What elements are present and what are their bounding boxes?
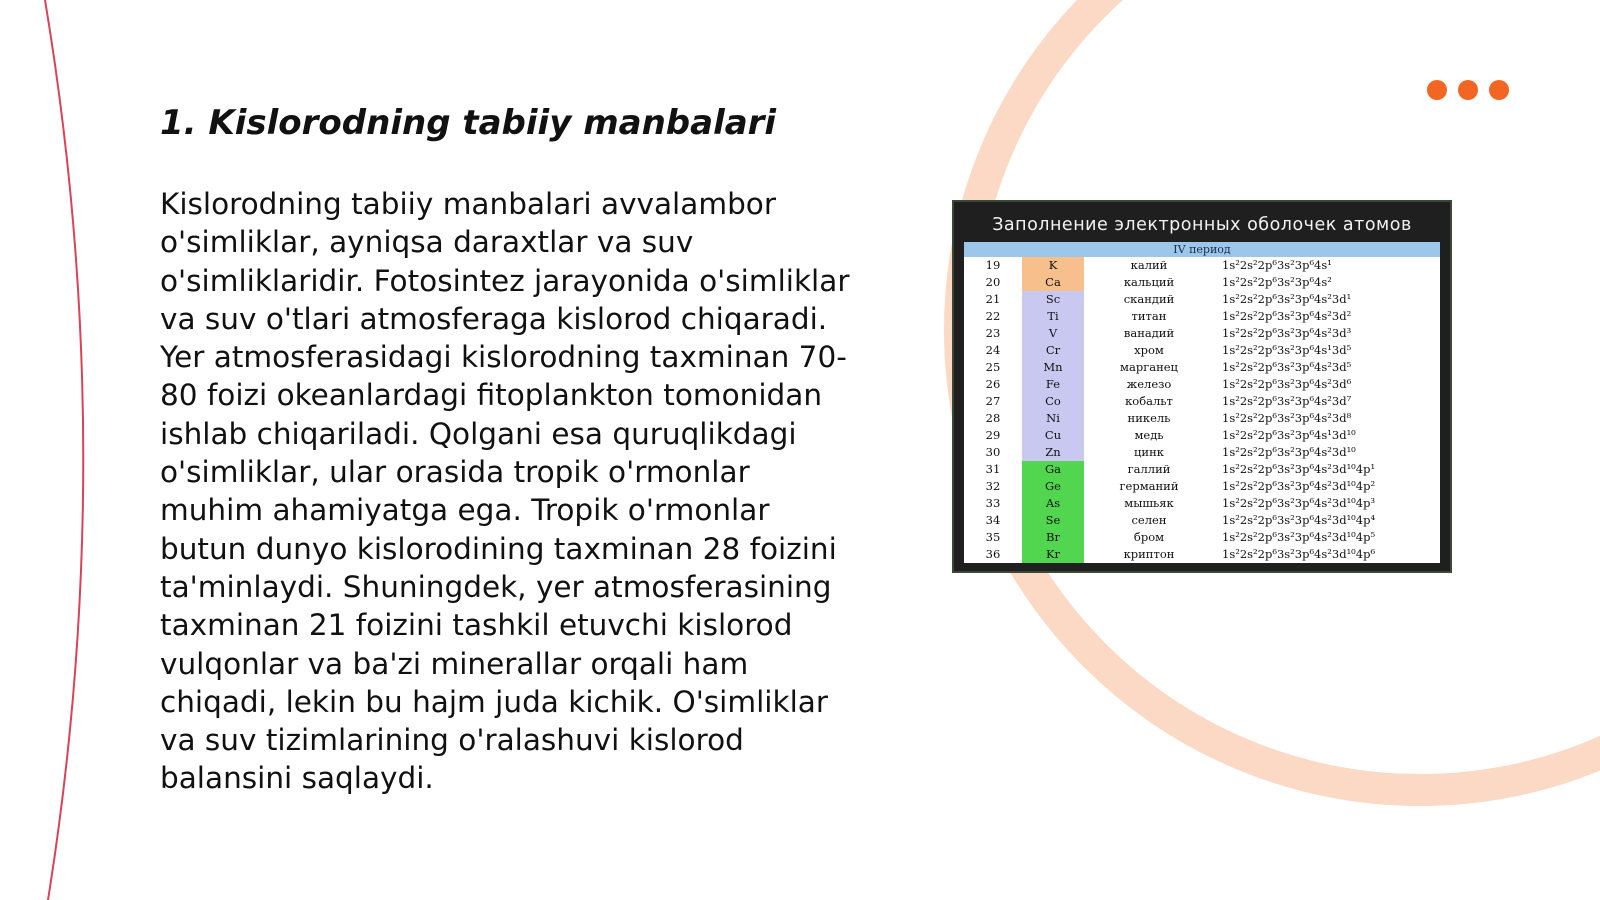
electron-configuration: 1s²2s²2p⁶3s²3p⁶4s²3d¹⁰4p² (1222, 479, 1376, 493)
element-symbol: Se (1022, 512, 1084, 529)
electron-configuration: 1s²2s²2p⁶3s²3p⁶4s²3d⁶ (1222, 377, 1352, 391)
electron-configuration: 1s²2s²2p⁶3s²3p⁶4s²3d¹⁰ (1222, 445, 1356, 459)
dot-2 (1458, 80, 1478, 100)
element-name: медь (1134, 428, 1164, 442)
element-name: кобальт (1125, 394, 1173, 408)
table-period-header: IV период (964, 242, 1440, 257)
dot-1 (1427, 80, 1447, 100)
table-row (964, 427, 1440, 444)
electron-configuration: 1s²2s²2p⁶3s²3p⁶4s¹3d⁵ (1222, 343, 1352, 357)
element-name: скандий (1123, 292, 1175, 306)
electron-configuration: 1s²2s²2p⁶3s²3p⁶4s²3d¹ (1222, 292, 1352, 306)
element-number: 34 (985, 513, 1001, 527)
dot-3 (1489, 80, 1509, 100)
table-inner (964, 208, 1440, 567)
element-name: хром (1134, 343, 1164, 357)
table-row (964, 461, 1440, 478)
electron-configuration: 1s²2s²2p⁶3s²3p⁶4s¹3d¹⁰ (1222, 428, 1356, 442)
table-row (964, 478, 1440, 495)
electron-configuration: 1s²2s²2p⁶3s²3p⁶4s²3d³ (1222, 326, 1352, 340)
element-symbol: Zn (1022, 444, 1084, 461)
element-symbol: As (1022, 495, 1084, 512)
element-name: германий (1119, 479, 1179, 493)
element-number: 21 (985, 292, 1001, 306)
slide-body-text: Kislorodning tabiiy manbalari avvalambor o'simliklar, ayniqsa daraxtlar va suv o'simliklaridir. Fotosintez jarayonida o'simliklar va suv o'tlari atmosferaga kislorod chiqaradi. Yer atmosferasidagi kislorodning taxminan 70-80 foizi okeanlardagi fitoplankton tomonidan ishlab chiqariladi. Qolgani esa quruqlikdagi o'simliklar, ular orasida tropik o'rmonlar muhim ahamiyatga ega. Tropik o'rmonlar butun dunyo kislorodining taxminan 28 foizini ta'minlaydi. Shuningdek, yer atmosferasining taxminan 21 foizini tashkil etuvchi kislorod vulqonlar va ba'zi minerallar orqali ham chiqadi, lekin bu hajm juda kichik. O'simliklar va suv tizimlarining o'ralashuvi kislorod balansini saqlaydi. (160, 187, 850, 796)
element-symbol: Co (1022, 393, 1084, 410)
element-symbol: Ca (1022, 274, 1084, 291)
element-symbol: Ge (1022, 478, 1084, 495)
element-number: 29 (985, 428, 1001, 442)
electron-configuration: 1s²2s²2p⁶3s²3p⁶4s² (1222, 275, 1332, 289)
left-accent-line (45, 0, 83, 900)
element-number: 35 (985, 530, 1001, 544)
slide-title: 1. Kislorodning tabiiy manbalari (160, 103, 777, 143)
element-name: калий (1130, 258, 1168, 272)
electron-shell-table (952, 200, 1452, 573)
table-row (964, 257, 1440, 274)
element-symbol: Br (1022, 529, 1084, 546)
element-name: галлий (1127, 462, 1171, 476)
element-symbol: Cr (1022, 342, 1084, 359)
electron-configuration: 1s²2s²2p⁶3s²3p⁶4s²3d⁸ (1222, 411, 1352, 425)
electron-configuration: 1s²2s²2p⁶3s²3p⁶4s²3d¹⁰4p⁵ (1222, 530, 1376, 544)
element-number: 33 (985, 496, 1001, 510)
element-symbol: Sc (1022, 291, 1084, 308)
table-row (964, 546, 1440, 563)
table-row (964, 359, 1440, 376)
element-number: 19 (985, 258, 1001, 272)
electron-configuration: 1s²2s²2p⁶3s²3p⁶4s²3d¹⁰4p⁴ (1222, 513, 1376, 527)
electron-configuration: 1s²2s²2p⁶3s²3p⁶4s²3d¹⁰4p³ (1222, 496, 1376, 510)
table-row (964, 410, 1440, 427)
element-symbol: Fe (1022, 376, 1084, 393)
table-row (964, 291, 1440, 308)
table-row (964, 529, 1440, 546)
element-number: 31 (985, 462, 1001, 476)
element-name: мышьяк (1124, 496, 1174, 510)
element-number: 32 (985, 479, 1001, 493)
element-name: криптон (1123, 547, 1175, 561)
table-row (964, 444, 1440, 461)
electron-configuration: 1s²2s²2p⁶3s²3p⁶4s²3d⁵ (1222, 360, 1352, 374)
dots-menu (1427, 80, 1509, 100)
element-name: железо (1126, 377, 1172, 391)
element-number: 28 (985, 411, 1001, 425)
element-name: никель (1127, 411, 1171, 425)
electron-configuration: 1s²2s²2p⁶3s²3p⁶4s²3d¹⁰4p⁶ (1222, 547, 1376, 561)
electron-configuration: 1s²2s²2p⁶3s²3p⁶4s²3d⁷ (1222, 394, 1352, 408)
electron-configuration: 1s²2s²2p⁶3s²3p⁶4s²3d¹⁰4p¹ (1222, 462, 1376, 476)
table-row (964, 274, 1440, 291)
element-symbol: Cu (1022, 427, 1084, 444)
table-row (964, 325, 1440, 342)
element-number: 23 (985, 326, 1001, 340)
element-number: 36 (985, 547, 1001, 561)
element-number: 26 (985, 377, 1001, 391)
element-name: ванадий (1123, 326, 1175, 340)
element-name: бром (1133, 530, 1165, 544)
table-row (964, 512, 1440, 529)
element-number: 22 (985, 309, 1001, 323)
element-symbol: Mn (1022, 359, 1084, 376)
element-name: титан (1131, 309, 1167, 323)
electron-configuration: 1s²2s²2p⁶3s²3p⁶4s²3d² (1222, 309, 1352, 323)
element-number: 27 (985, 394, 1001, 408)
table-row (964, 308, 1440, 325)
element-symbol: V (1022, 325, 1084, 342)
element-name: селен (1131, 513, 1167, 527)
element-name: марганец (1120, 360, 1178, 374)
electron-configuration: 1s²2s²2p⁶3s²3p⁶4s¹ (1222, 258, 1332, 272)
element-number: 20 (985, 275, 1001, 289)
element-number: 25 (985, 360, 1001, 374)
element-number: 30 (985, 445, 1001, 459)
element-symbol: Ti (1022, 308, 1084, 325)
table-row (964, 393, 1440, 410)
element-symbol: K (1022, 257, 1084, 274)
table-row (964, 342, 1440, 359)
table-row (964, 495, 1440, 512)
element-name: цинк (1134, 445, 1164, 459)
table-title: Заполнение электронных оболочек атомов (992, 215, 1412, 235)
element-name: кальций (1123, 275, 1175, 289)
element-symbol: Ni (1022, 410, 1084, 427)
element-symbol: Kr (1022, 546, 1084, 563)
element-symbol: Ga (1022, 461, 1084, 478)
table-rows (964, 257, 1440, 563)
table-row (964, 376, 1440, 393)
element-number: 24 (985, 343, 1001, 357)
